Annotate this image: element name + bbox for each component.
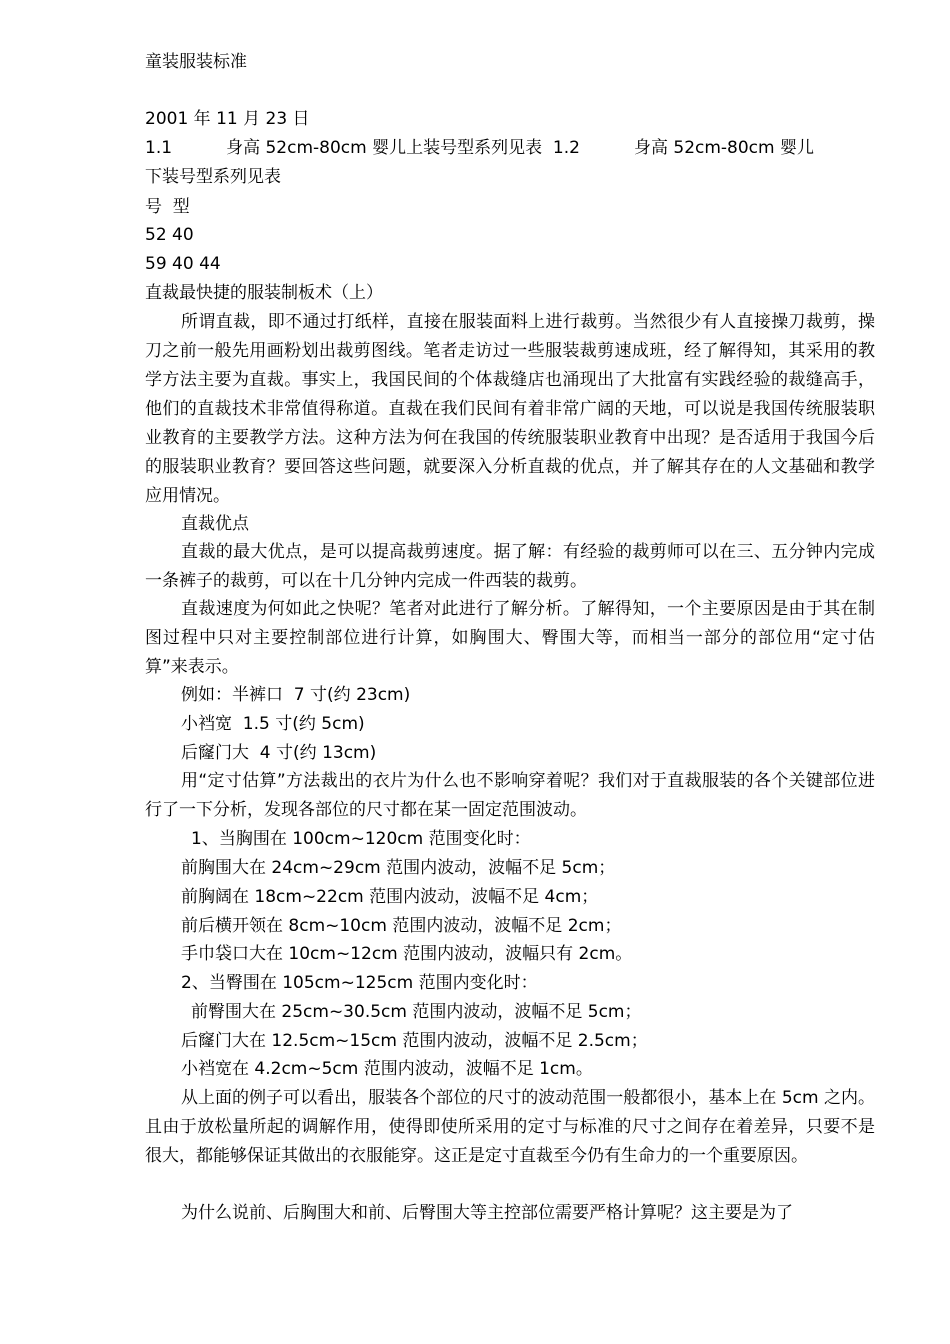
section-heading: 直裁优点 [181, 514, 249, 534]
table-caption-line2: 下装号型系列见表 [145, 167, 281, 187]
paragraph-1: 直裁的最大优点，是可以提高裁剪速度。据了解：有经验的裁剪师可以在三、五分钟内完成一条裤子的裁剪，可以在十几分钟内完成一件西装的裁剪。 [145, 542, 875, 591]
example-line-3: 后窿门大 4 寸(约 13cm) [181, 743, 377, 763]
case-2-title: 2、当臀围在 105cm~125cm 范围内变化时： [181, 973, 538, 993]
doc-date: 2001 年 11 月 23 日 [145, 109, 310, 129]
case-1-title: 1、当胸围在 100cm~120cm 范围变化时： [191, 829, 531, 849]
size-table-row-2: 59 40 44 [145, 254, 221, 274]
paragraph-3: 用“定寸估算”方法裁出的衣片为什么也不影响穿着呢？我们对于直裁服装的各个关键部位进行了一下分析，发现各部位的尺寸都在某一固定范围波动。 [145, 771, 875, 820]
case-1-item: 前胸围大在 24cm~29cm 范围内波动，波幅不足 5cm； [181, 858, 616, 878]
paragraph-4: 从上面的例子可以看出，服装各个部位的尺寸的波动范围一般都很小，基本上在 5cm 之内。且由于放松量所起的调解作用，使得即使所采用的定寸与标准的尺寸之间存在着差异，只要不是很大，都能够保证其做出的衣服能穿。这正是定寸直裁至今仍有生命力的一个重要原因。 [145, 1088, 875, 1166]
case-1-item: 前后横开领在 8cm~10cm 范围内波动，波幅不足 2cm； [181, 916, 622, 936]
paragraph-5: 为什么说前、后胸围大和前、后臀围大等主控部位需要严格计算呢？这主要是为了 [181, 1203, 793, 1223]
case-2-item: 后窿门大在 12.5cm~15cm 范围内波动，波幅不足 2.5cm； [181, 1031, 648, 1051]
paragraph-2: 直裁速度为何如此之快呢？笔者对此进行了解分析。了解得知，一个主要原因是由于其在制图过程中只对主要控制部位进行计算，如胸围大、臀围大等，而相当一部分的部位用“定寸估算”来表示。 [145, 599, 875, 677]
case-1-item: 前胸阔在 18cm~22cm 范围内波动，波幅不足 4cm； [181, 887, 599, 907]
size-table-header: 号 型 [145, 197, 190, 217]
size-table-row-1: 52 40 [145, 225, 194, 245]
example-line-1: 例如：半裤口 7 寸(约 23cm) [181, 685, 411, 705]
table-caption-line1: 1.1 身高 52cm-80cm 婴儿上装号型系列见表 1.2 身高 52cm-80cm 婴儿 [145, 138, 814, 158]
doc-title: 童装服装标准 [145, 52, 247, 72]
article-intro-paragraph: 所谓直裁，即不通过打纸样，直接在服装面料上进行裁剪。当然很少有人直接操刀裁剪，操刀之前一般先用画粉划出裁剪图线。笔者走访过一些服装裁剪速成班，经了解得知，其采用的教学方法主要为直裁。事实上，我国民间的个体裁缝店也涌现出了大批富有实践经验的裁缝高手，他们的直裁技术非常值得称道。直裁在我们民间有着非常广阔的天地，可以说是我国传统服装职业教育的主要教学方法。这种方法为何在我国的传统服装职业教育中出现？是否适用于我国今后的服装职业教育？要回答这些问题，就要深入分析直裁的优点，并了解其存在的人文基础和教学应用情况。 [145, 312, 875, 506]
example-line-2: 小裆宽 1.5 寸(约 5cm) [181, 714, 365, 734]
case-2-item: 前臀围大在 25cm~30.5cm 范围内波动，波幅不足 5cm； [191, 1002, 642, 1022]
case-1-item: 手巾袋口大在 10cm~12cm 范围内波动，波幅只有 2cm。 [181, 944, 633, 964]
article-title: 直裁最快捷的服装制板术（上） [145, 283, 383, 303]
case-2-item: 小裆宽在 4.2cm~5cm 范围内波动，波幅不足 1cm。 [181, 1059, 593, 1079]
